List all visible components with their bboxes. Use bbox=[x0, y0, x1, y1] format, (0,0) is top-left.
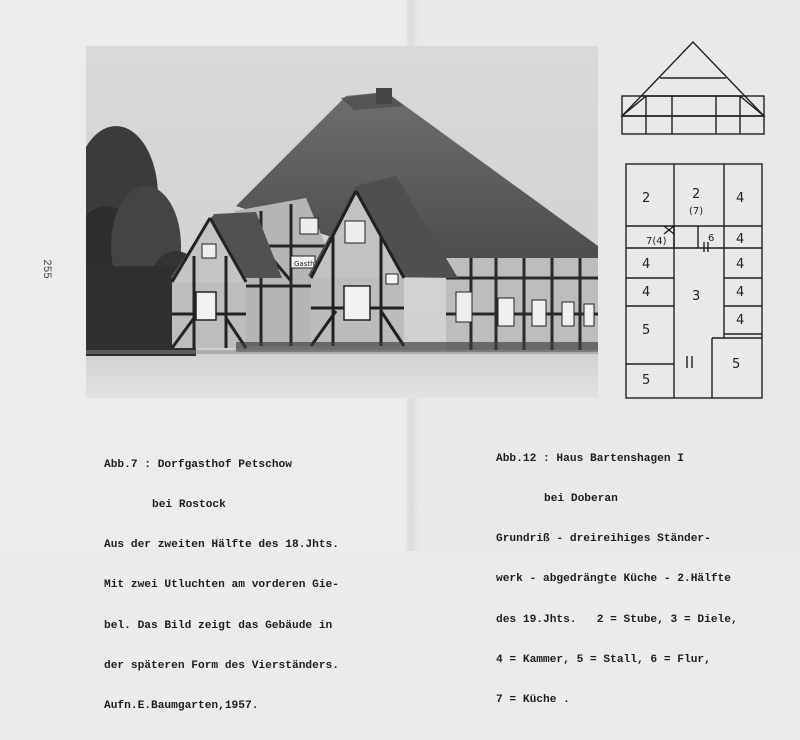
room-4f: 4 bbox=[736, 285, 745, 300]
caption-abb12-line6: 4 = Kammer, 5 = Stall, 6 = Flur, bbox=[496, 653, 711, 666]
caption-abb12 bbox=[496, 426, 796, 734]
room-4g: 4 bbox=[736, 313, 745, 328]
gable-section bbox=[622, 42, 764, 116]
caption-abb12-title: Abb.12 : Haus Bartenshagen I bbox=[496, 452, 684, 465]
caption-abb7-line5: bel. Das Bild zeigt das Gebäude in bbox=[104, 619, 333, 632]
floor-plan-drawing bbox=[612, 38, 772, 408]
inn-sign-text: Gasth bbox=[294, 260, 315, 268]
caption-abb12-place: bei Doberan bbox=[544, 493, 618, 506]
room-4e: 4 bbox=[642, 285, 651, 300]
room-5c: 5 bbox=[732, 357, 741, 372]
room-2b: 2 bbox=[692, 187, 701, 202]
room-4b: 4 bbox=[736, 232, 745, 247]
room-4d: 4 bbox=[736, 257, 745, 272]
caption-abb7-line4: Mit zwei Utluchten am vorderen Gie- bbox=[104, 579, 339, 592]
caption-abb12-line3: Grundriß - dreireihiges Ständer- bbox=[496, 533, 711, 546]
page-number: 255 bbox=[40, 259, 52, 279]
room-5a: 5 bbox=[642, 323, 651, 338]
caption-abb12-line7: 7 = Küche . bbox=[496, 694, 570, 707]
room-5b: 5 bbox=[642, 373, 651, 388]
room-4c: 4 bbox=[642, 257, 651, 272]
room-4a: 4 bbox=[736, 191, 745, 206]
caption-abb12-line5: des 19.Jhts. 2 = Stube, 3 = Diele, bbox=[496, 613, 738, 626]
inn-photo-drawing bbox=[86, 46, 598, 398]
caption-abb7-line6: der späteren Form des Vierständers. bbox=[104, 659, 339, 672]
floor-plan bbox=[612, 38, 772, 408]
inn-photograph bbox=[86, 46, 598, 398]
caption-abb7-line3: Aus der zweiten Hälfte des 18.Jhts. bbox=[104, 539, 339, 552]
caption-abb12-line4: werk - abgedrängte Küche - 2.Hälfte bbox=[496, 573, 731, 586]
room-3: 3 bbox=[692, 289, 701, 304]
caption-abb7-credit: Aufn.E.Baumgarten,1957. bbox=[104, 700, 259, 713]
room-7: 7(4) bbox=[646, 236, 667, 247]
caption-abb7-title: Abb.7 : Dorfgasthof Petschow bbox=[104, 458, 292, 471]
caption-abb7-place: bei Rostock bbox=[152, 499, 226, 512]
room-6: 6 bbox=[708, 233, 715, 244]
room-2a: 2 bbox=[642, 191, 651, 206]
caption-abb7 bbox=[104, 432, 404, 740]
room-2b-sub: (7) bbox=[689, 206, 704, 217]
